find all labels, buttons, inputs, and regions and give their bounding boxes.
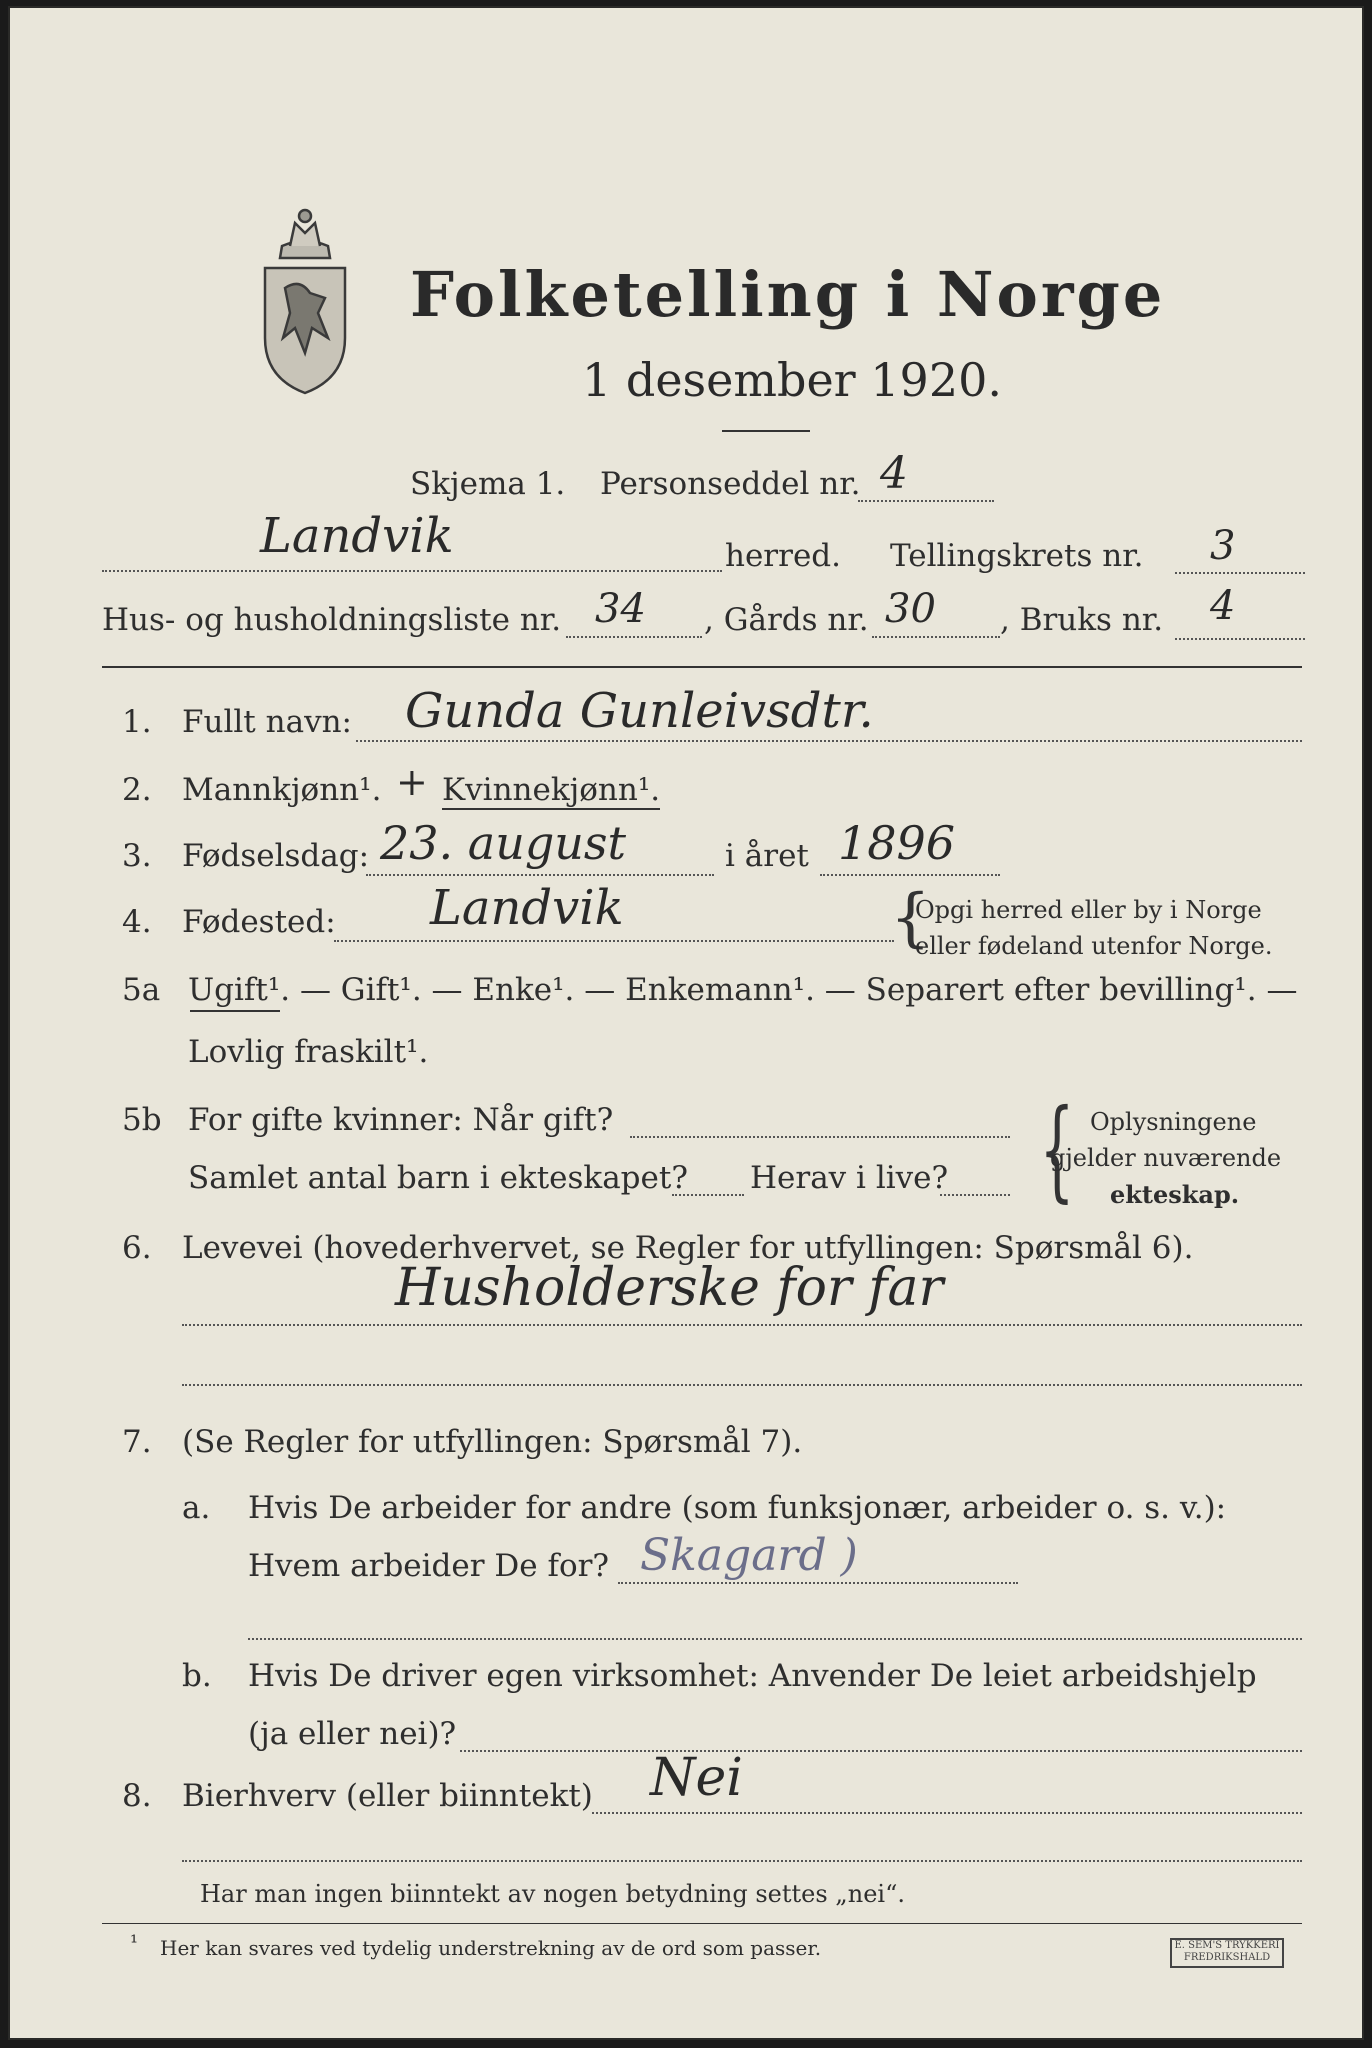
q1-number: 1.: [122, 704, 152, 740]
title-divider: [722, 430, 810, 432]
form-title: Folketelling i Norge: [410, 258, 1166, 331]
husliste-label: Hus- og husholdningsliste nr.: [102, 602, 562, 638]
female-option[interactable]: Kvinnekjønn¹.: [442, 772, 661, 808]
marriage-note-1: Oplysningene: [1090, 1108, 1257, 1136]
no-income-note: Har man ingen biinntekt av nogen betydning settes „nei“.: [200, 1880, 905, 1908]
printer-stamp: E. SEM'S TRYKKERI FREDRIKSHALD: [1170, 1938, 1284, 1968]
q3-label: Fødselsdag:: [182, 838, 370, 874]
q5b-line1: For gifte kvinner: Når gift?: [188, 1102, 614, 1138]
form-subtitle: 1 desember 1920.: [582, 353, 1002, 407]
coat-of-arms-icon: [250, 188, 360, 398]
full-name-value[interactable]: Gunda Gunleivsdtr.: [405, 683, 874, 739]
footer-rule: [102, 1923, 1302, 1924]
q8-label: Bierhverv (eller biinntekt): [182, 1778, 593, 1814]
husliste-value[interactable]: 34: [595, 586, 646, 632]
personseddel-value[interactable]: 4: [880, 448, 908, 499]
q7b-letter: b.: [182, 1658, 212, 1694]
q5a-number: 5a: [122, 972, 161, 1008]
herred-value[interactable]: Landvik: [260, 508, 454, 564]
tellingskrets-value[interactable]: 3: [1210, 523, 1236, 569]
q7b-line2: (ja eller nei)?: [248, 1716, 457, 1752]
marriage-note-3: ekteskap.: [1110, 1180, 1240, 1209]
gender-mark: +: [396, 760, 428, 804]
birthplace-note-1: Opgi herred eller by i Norge: [915, 896, 1262, 924]
q7-label: (Se Regler for utfyllingen: Spørsmål 7).: [182, 1424, 803, 1460]
q5b-children-label: Samlet antal barn i ekteskapet?: [188, 1160, 688, 1196]
q6-number: 6.: [122, 1230, 152, 1266]
employer-value[interactable]: Skagard ): [640, 1530, 858, 1581]
footnote-text: Her kan svares ved tydelig understrekning av de ord som passer.: [160, 1936, 822, 1960]
footnote-mark: ¹: [130, 1930, 139, 1954]
birthday-value[interactable]: 23. august: [380, 816, 626, 870]
bruks-value[interactable]: 4: [1210, 583, 1236, 629]
personseddel-label: Personseddel nr.: [600, 466, 861, 502]
header-rule: [102, 666, 1302, 668]
male-option[interactable]: Mannkjønn¹.: [182, 772, 382, 808]
q5b-alive-label: Herav i live?: [750, 1160, 949, 1196]
q3-number: 3.: [122, 838, 152, 874]
q8-number: 8.: [122, 1778, 152, 1814]
gards-label: , Gårds nr.: [704, 602, 869, 638]
q3-year-label: i året: [725, 838, 809, 874]
q7a-line2: Hvem arbeider De for?: [248, 1548, 610, 1584]
q6-label: Levevei (hovederhvervet, se Regler for utfyllingen: Spørsmål 6).: [182, 1230, 1194, 1266]
occupation-value[interactable]: Husholderske for far: [395, 1258, 944, 1318]
q4-number: 4.: [122, 904, 152, 940]
q2-number: 2.: [122, 772, 152, 808]
marital-status-options[interactable]: Ugift¹. — Gift¹. — Enke¹. — Enkemann¹. — Separert efter bevilling¹. —: [188, 972, 1298, 1008]
birth-year-value[interactable]: 1896: [838, 816, 956, 870]
q7-number: 7.: [122, 1424, 152, 1460]
marital-status-options-2[interactable]: Lovlig fraskilt¹.: [188, 1034, 429, 1070]
bruks-label: , Bruks nr.: [1000, 602, 1164, 638]
tellingskrets-label: Tellingskrets nr.: [890, 538, 1144, 574]
q5b-number: 5b: [122, 1102, 162, 1138]
census-form-sheet: Folketelling i Norge 1 desember 1920. Skjema 1. Personseddel nr. 4 Landvik herred. Tellingskrets nr. 3 Hus- og husholdningsliste nr. 34 , Gårds nr. 30 , Bruks nr. 4 1. Fullt navn: Gunda Gunleivsdtr. 2. Mannkjønn¹. + Kvinnekjønn¹. 3. Fødselsdag: 23. august i året 1896 4. Fødested: Landvik { Opgi herred eller by i Norge eller fødeland utenfor Norge. 5a Ugift¹. — Gift¹. — Enke¹. — Enkemann¹. — Separert efter bevilling¹. — Lovlig fraskilt¹. 5b For gifte kvinner: Når gift? Samlet antal barn i ekteskapet? Herav i live? { Oplysningene gjelder nuværende ekteskap. 6. Levevei (hovederhvervet, se Regler for utfyllingen: Spørsmål 6). Husholderske for far 7. (Se Regler for utfyllingen: Spørsmål 7). a. Hvis De arbeider for andre (som funksjonær, arbeider o. s. v.): Hvem arbeider De for? Skagard ) b. Hvis De driver egen virksomhet: Anvender De leiet arbeidshjelp (ja eller nei)? 8. Bierhverv (eller biinntekt) Nei Har man ingen biinntekt av nogen betydning settes „nei“. ¹ Her kan svares ved tydelig understrekning av de ord som passer. E. SEM'S TRYKKERI FREDRIKSHALD: [8, 6, 1364, 2040]
marriage-note-2: gjelder nuværende: [1050, 1144, 1282, 1172]
q1-label: Fullt navn:: [182, 704, 352, 740]
q7a-line1: Hvis De arbeider for andre (som funksjonær, arbeider o. s. v.):: [248, 1490, 1227, 1526]
side-income-value[interactable]: Nei: [650, 1748, 743, 1808]
q4-label: Fødested:: [182, 904, 336, 940]
q7a-letter: a.: [182, 1490, 211, 1526]
gards-value[interactable]: 30: [885, 586, 936, 632]
herred-label: herred.: [725, 538, 841, 574]
birthplace-value[interactable]: Landvik: [430, 880, 624, 936]
q7b-line1: Hvis De driver egen virksomhet: Anvender De leiet arbeidshjelp: [248, 1658, 1257, 1694]
schema-label: Skjema 1.: [410, 466, 566, 502]
ugift-underline: [190, 1010, 280, 1012]
birthplace-note-2: eller fødeland utenfor Norge.: [915, 932, 1273, 960]
